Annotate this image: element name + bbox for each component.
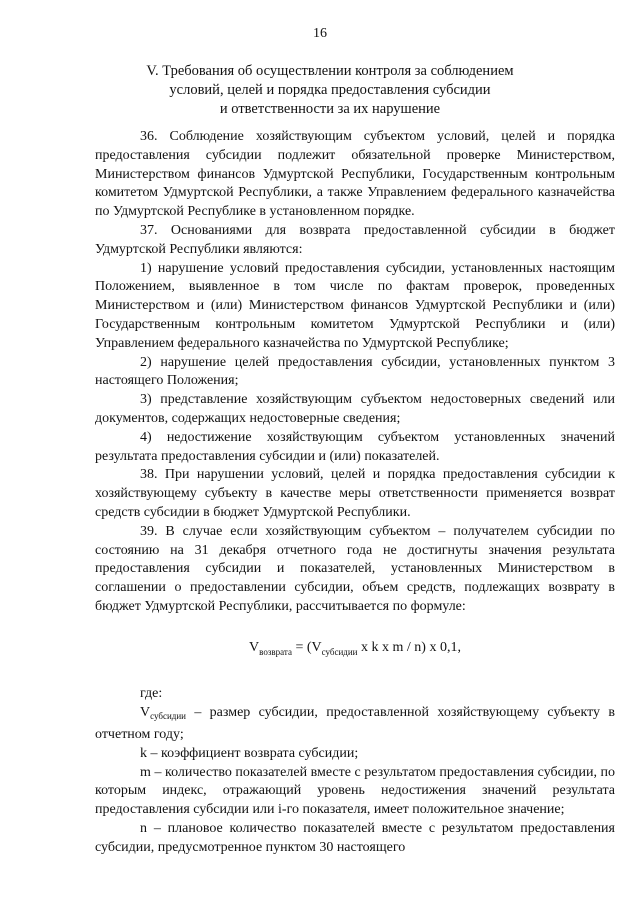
document-body [95, 128, 615, 857]
formula-rhs-subscript: субсидии [321, 646, 358, 657]
definition-m: m – количество показателей вместе с результатом предоставления субсидии, по которым индекс, отражающий уровень недостижения значений результата предоставления субсидии или i-го показателя, имеет положительное значение; [95, 764, 615, 818]
paragraph-37-item-1: 1) нарушение условий предоставления субсидии, установленных настоящим Положением, выявленное в том числе по фактам проверок, проведенных Министерством и (или) Министерством финансов Удмуртской Республики и (или) Государственным контрольным комитетом Удмуртской Республики и (или) Управлением федерального казначейства по Удмуртской Республике; [95, 260, 615, 351]
definition-k: k – коэффициент возврата субсидии; [140, 745, 359, 761]
definition-v [95, 704, 615, 745]
formula-mid: = (V [291, 639, 322, 655]
title-line-2: условий, целей и порядка предоставления субсидии [169, 82, 491, 98]
definition-v-symbol: V [140, 705, 151, 721]
paragraph-36: 36. Соблюдение хозяйствующим субъектом условий, целей и порядка предоставления субсидии подлежит обязательной проверке Министерством, Министерством финансов Удмуртской Республики, Государственным контрольным комитетом Удмуртской Республики, а также Управлением федерального казначейства по Удмуртской Республике в установленном порядке. [95, 129, 615, 220]
paragraph-37-item-3: 3) представление хозяйствующим субъектом недостоверных сведений или документов, содержащих недостоверные сведения; [95, 392, 615, 426]
title-line-3: и ответственности за их нарушение [219, 101, 441, 117]
return-formula [95, 639, 615, 662]
paragraph-37: 37. Основаниями для возврата предоставленной субсидии в бюджет Удмуртской Республики являются: [95, 222, 615, 257]
where-label: где: [140, 686, 163, 702]
section-title [95, 62, 565, 119]
formula-lhs-symbol: V [249, 639, 260, 655]
paragraph-37-item-2: 2) нарушение целей предоставления субсидии, установленных пунктом 3 настоящего Положения; [95, 354, 615, 389]
definition-v-subscript: субсидии [150, 711, 186, 722]
formula-lhs-subscript: возврата [259, 646, 292, 657]
paragraph-38: 38. При нарушении условий, целей и порядка предоставления субсидии к хозяйствующему субъекту в качестве меры ответственности применяется возврат средств субсидии в бюджет Удмуртской Республики. [95, 467, 615, 520]
definition-n: n – плановое количество показателей вместе с результатом предоставления субсидии, предусмотренное пунктом 30 настоящего [95, 820, 615, 855]
definition-v-text: – размер субсидии, предоставленной хозяйствующему субъекту в отчетном году; [95, 705, 615, 742]
paragraph-37-item-4: 4) недостижение хозяйствующим субъектом установленных значений результата предоставления субсидии и (или) показателей. [95, 429, 615, 464]
formula-rest: x k x m / n) x 0,1, [357, 639, 461, 655]
title-line-1: V. Требования об осуществлении контроля за соблюдением [146, 63, 514, 79]
paragraph-39: 39. В случае если хозяйствующим субъектом – получателем субсидии по состоянию на 31 декабря отчетного года не достигнуты значения результата предоставления субсидии и показателей, установленных Министерством в соглашении о предоставлении субсидии, объем средств, подлежащих возврату в бюджет Удмуртской Республики, рассчитывается по формуле: [95, 523, 615, 614]
page-number: 16 [313, 26, 327, 41]
